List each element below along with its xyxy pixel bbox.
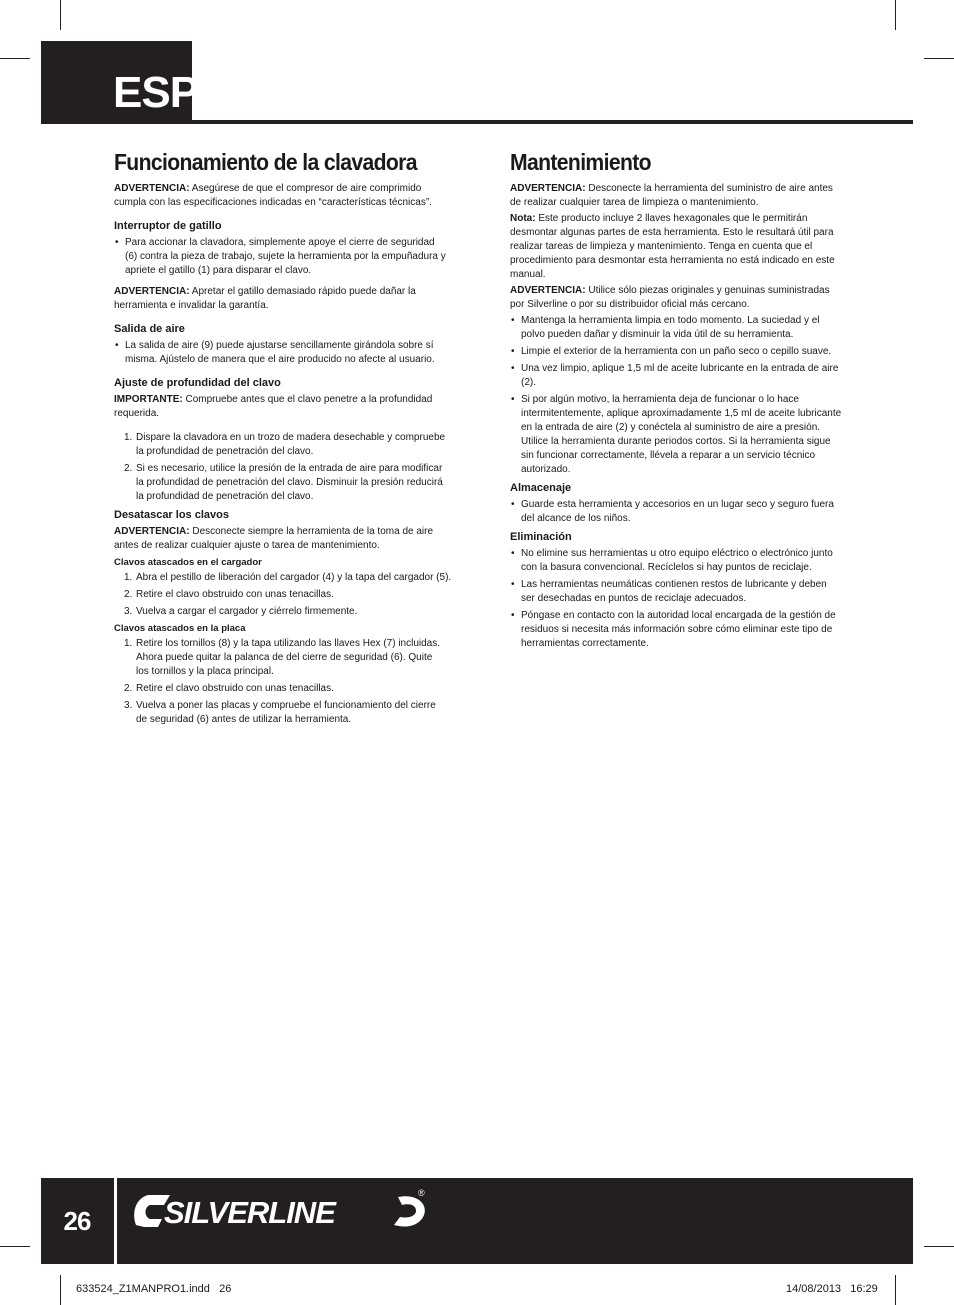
parts-warning: ADVERTENCIA: Utilice sólo piezas originales y genuinas suministradas por Silverline o por su distribuidor oficial más cercano. xyxy=(510,285,830,310)
language-tab-label: ESP xyxy=(113,68,199,117)
list-item: • Si por algún motivo, la herramienta deja de funcionar o lo hace intermitentemente, aplique aproximadamente 1,5 ml de aceite lubricante en la entrada de aire (2) y conéctela al suministro de aire a presión. Utilice la herramienta durante periodos cortos. Si la herramienta sigue sin funcionar correctamente, llévela a reparar a un servicio técnico autorizado. xyxy=(510,393,842,477)
right-column xyxy=(510,148,842,655)
crop-mark xyxy=(924,1246,954,1247)
section-title-maintenance: Mantenimiento xyxy=(510,149,651,175)
list-item: • Limpie el exterior de la herramienta con un paño seco o cepillo suave. xyxy=(510,345,842,359)
list-item: • Póngase en contacto con la autoridad local encargada de la gestión de residuos si necesita más información sobre cómo eliminar este tipo de herramientas correctamente. xyxy=(510,609,842,651)
section-title-operation: Funcionamiento de la clavadora xyxy=(114,149,417,175)
list-item: 2. Retire el clavo obstruido con unas tenacillas. xyxy=(124,589,334,600)
list-item: • Guarde esta herramienta y accesorios en un lugar seco y seguro fuera del alcance de los niños. xyxy=(510,498,842,526)
crop-mark xyxy=(60,0,61,30)
depth-important: IMPORTANTE: Compruebe antes que el clavo penetre a la profundidad requerida. xyxy=(114,394,433,419)
unjam-warning: ADVERTENCIA: Desconecte siempre la herramienta de la toma de aire antes de realizar cualquier ajuste o tarea de mantenimiento. xyxy=(114,526,434,551)
magazine-steps xyxy=(114,571,452,619)
list-item: • Las herramientas neumáticas contienen restos de lubricante y deben ser desechadas en puntos de reciclaje adecuados. xyxy=(510,578,842,606)
logo-wordmark: SILVERLINE xyxy=(164,1195,335,1230)
trigger-warning: ADVERTENCIA: Apretar el gatillo demasiado rápido puede dañar la herramienta e invalidar la garantía. xyxy=(114,286,416,311)
unjam-heading: Desatascar los clavos xyxy=(114,509,229,521)
plate-heading: Clavos atascados en la placa xyxy=(114,623,246,634)
list-item: 1. Dispare la clavadora en un trozo de madera desechable y compruebe la profundidad de penetración del clavo. xyxy=(124,432,446,457)
maintenance-warning: ADVERTENCIA: Desconecte la herramienta del suministro de aire antes de realizar cualquier tarea de limpieza o mantenimiento. xyxy=(510,183,833,208)
crop-mark xyxy=(895,1275,896,1305)
list-item: 1. Retire los tornillos (8) y la tapa utilizando las llaves Hex (7) incluidas. Ahora puede quitar la palanca de del cierre de seguridad (6). Quite los tornillos y la placa principal. xyxy=(124,638,441,677)
disposal-heading: Eliminación xyxy=(510,531,572,543)
list-item: • La salida de aire (9) puede ajustarse sencillamente girándola sobre sí misma. Ajústelo de manera que el aire producido no afecte al usuario. xyxy=(114,339,446,367)
intro-warning: ADVERTENCIA: Asegúrese de que el compresor de aire comprimido cumpla con las especificaciones indicadas en “características técnicas”. xyxy=(114,183,432,208)
trigger-list xyxy=(114,236,446,278)
air-outlet-list xyxy=(114,339,446,367)
list-item: • Mantenga la herramienta limpia en todo momento. La suciedad y el polvo pueden dañar y disminuir la vida útil de su herramienta. xyxy=(510,314,842,342)
page-number: 26 xyxy=(63,1205,91,1236)
maintenance-list xyxy=(510,314,842,477)
language-tab xyxy=(41,41,199,123)
magazine-heading: Clavos atascados en el cargador xyxy=(114,557,262,568)
storage-list xyxy=(510,498,842,526)
list-item: • No elimine sus herramientas u otro equipo eléctrico o electrónico junto con la basura convencional. Recíclelos si hay puntos de reciclaje. xyxy=(510,547,842,575)
list-item: 2. Si es necesario, utilice la presión de la entrada de aire para modificar la profundidad de penetración del clavo. Disminuir la presión reducirá la profundidad de penetración del clavo. xyxy=(124,463,443,502)
list-item: 3. Vuelva a cargar el cargador y ciérrelo firmemente. xyxy=(124,606,358,617)
registered-mark: ® xyxy=(418,1188,425,1198)
disposal-list xyxy=(510,547,842,651)
crop-mark xyxy=(60,1275,61,1305)
storage-heading: Almacenaje xyxy=(510,482,572,494)
crop-mark xyxy=(924,58,954,59)
header-rule xyxy=(41,120,913,124)
list-item: • Para accionar la clavadora, simplemente apoye el cierre de seguridad (6) contra la pieza de trabajo, sujete la herramienta por la empuñadura y apriete el gatillo (1) para disparar el clavo. xyxy=(114,236,446,278)
crop-mark xyxy=(0,1246,30,1247)
list-item: 1. Abra el pestillo de liberación del cargador (4) y la tapa del cargador (5). xyxy=(124,572,452,583)
trigger-heading: Interruptor de gatillo xyxy=(114,220,222,232)
list-item: 3. Vuelva a poner las placas y compruebe el funcionamiento del cierre de seguridad (6) antes de utilizar la herramienta. xyxy=(124,700,436,725)
air-outlet-heading: Salida de aire xyxy=(114,323,185,335)
left-column xyxy=(114,148,452,730)
list-item: 2. Retire el clavo obstruido con unas tenacillas. xyxy=(124,683,334,694)
list-item: • Una vez limpio, aplique 1,5 ml de aceite lubricante en la entrada de aire (2). xyxy=(510,362,842,390)
plate-steps xyxy=(114,637,446,727)
crop-mark xyxy=(895,0,896,30)
footer-divider xyxy=(114,1178,117,1264)
silverline-logo xyxy=(130,1185,430,1237)
depth-heading: Ajuste de profundidad del clavo xyxy=(114,377,281,389)
slug-date-info: 14/08/2013 16:29 xyxy=(786,1283,878,1295)
crop-mark xyxy=(0,58,30,59)
slug-file-info: 633524_Z1MANPRO1.indd 26 xyxy=(76,1283,232,1295)
maintenance-note: Nota: Este producto incluye 2 llaves hexagonales que le permitirán desmontar algunas partes de esta herramienta. Esto le resultará útil para realizar tareas de limpieza y mantenimiento. Tenga en cuenta que el procedimiento para desmontar esta herramienta no está indicado en este manual. xyxy=(510,213,835,280)
depth-steps xyxy=(114,431,446,504)
